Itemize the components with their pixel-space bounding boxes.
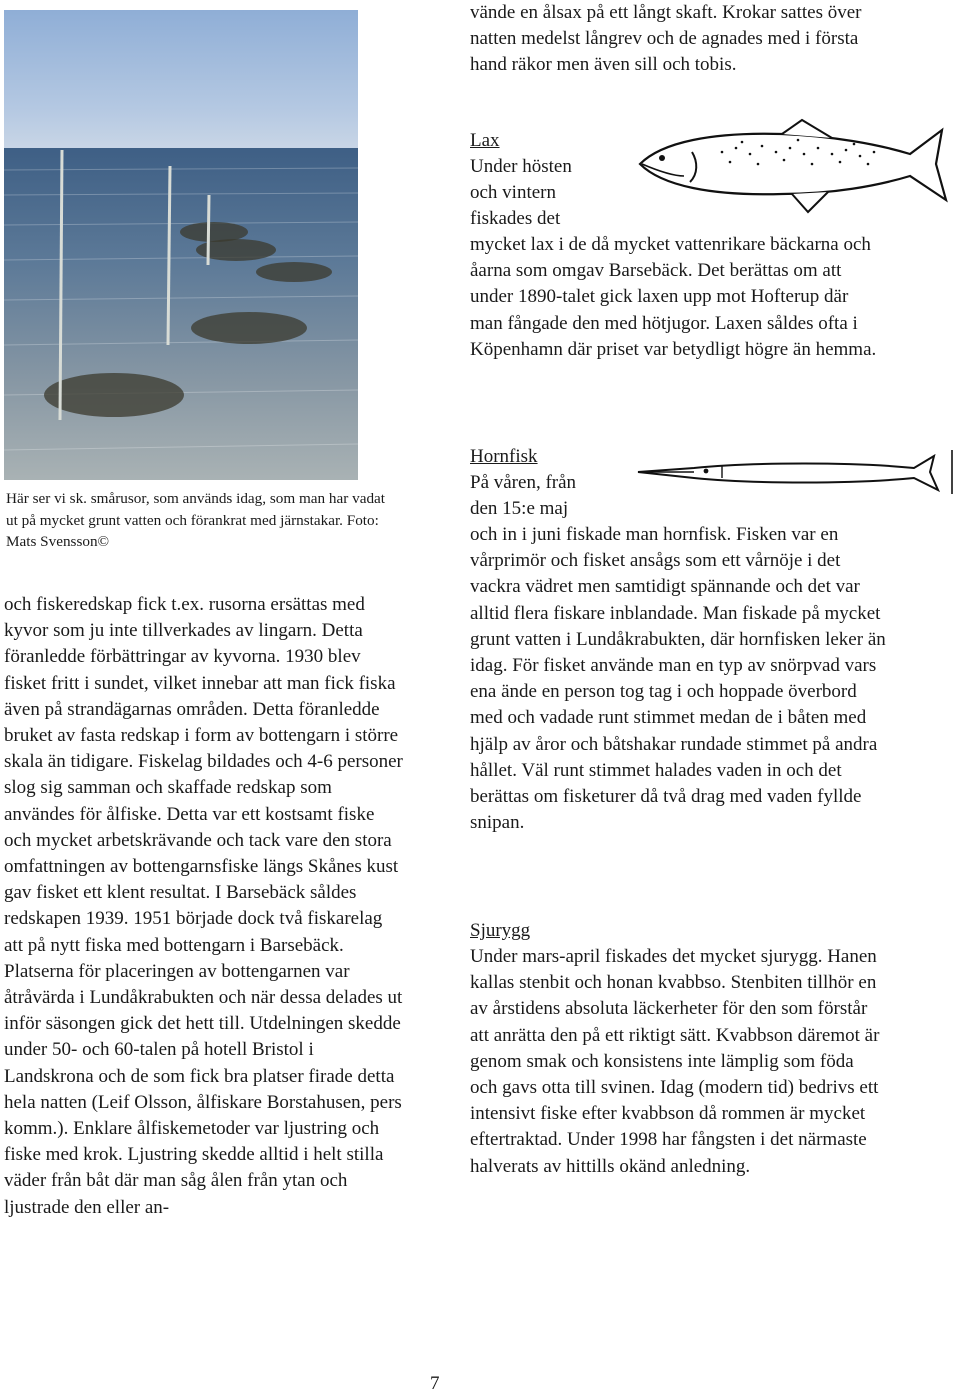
right-column-intro: vände en ålsax på ett långt skaft. Krokar sattes över natten medelst långrev och de agnades med i första hand räkor men även sill och tobis. xyxy=(470,2,862,76)
fishing-photo xyxy=(4,10,358,480)
left-column-body: och fiskeredskap fick t.ex. rusorna ersättas med kyvor som ju inte tillverkades av lingarn. Detta föranledde förbättringar av kyvorna. 1930 blev fisket fritt i sundet, vilket innebar att man fick fiska även på strandägarnas områden. Detta föranledde bruket av fasta redskap i form av bottengarn i större skala än tidigare. Fiskelag bildades och 4-6 personer slog sig samman och skaffade redskap som användes för ålfiske. Detta var ett kostsamt fiske och mycket arbetskrävande och tack vare den stora omfattningen av bottengarnsfiske längs Skånes kust gav fisket ett klent resultat. I Barsebäck såldes redskapen 1939. 1951 började dock två fiskarelag att på nytt fiska med bottengarn i Barsebäck. Platserna för placeringen av bottengarnen var åtråvärda i Lundåkrabukten och när dessa delades ut inför säsongen gick det hett till. Utdelningen skedde under 50- och 60-talen på hotell Bristol i Landskrona och de som fick bra platser firade detta hela natten (Leif Olsson, ålfiskare Borstahusen, pers komm.). Enklare ålfiskemetoder var ljustring och fiske med krok. Ljustring skedde alltid i helt stilla väder från båt där man såg ålen från ytan och ljustrade den eller an- xyxy=(4,594,403,1218)
lax-line-2: och vintern xyxy=(470,182,557,203)
hornfisk-line-2: den 15:e maj xyxy=(470,498,569,519)
garfish-icon xyxy=(634,444,958,500)
photo-caption: Här ser vi sk. smårusor, som används idag, som man har vadat ut på mycket grunt vatten och förankrat med järnstakar. Foto: Mats Svensson© xyxy=(6,490,385,550)
salmon-icon xyxy=(632,118,952,214)
lax-heading: Lax xyxy=(470,130,500,151)
lax-body: mycket lax i de då mycket vattenrikare bäckarna och åarna som omgav Barsebäck. Det berättas om att under 1890-talet gick laxen upp mot Hofterup där man fångade den med hötjugor. Laxen såldes ofta i Köpenhamn där priset var betydligt högre än hemma. xyxy=(470,234,877,360)
sjurygg-heading: Sjurygg xyxy=(470,920,531,941)
hornfisk-heading: Hornfisk xyxy=(470,446,538,467)
hornfisk-line-1: På våren, från xyxy=(470,472,577,493)
sea-traps-illustration xyxy=(4,10,358,480)
lax-line-1: Under hösten xyxy=(470,156,572,177)
sjurygg-body: Under mars-april fiskades det mycket sjurygg. Hanen kallas stenbit och honan kvabbso. Stenbiten tillhör en av årstidens absoluta läckerheter för den som förstår att anrätta den på ett riktigt sätt. Kvabbson däremot är genom smak och konsistens inte lämplig som föda och gavs otta till svinen. Idag (modern tid) bedrivs ett intensivt fiske efter kvabbson då rommen är mycket eftertraktad. Under 1998 har fångsten i det närmaste halverats av hittills okänd anledning. xyxy=(470,946,880,1177)
lax-line-3: fiskades det xyxy=(470,208,561,229)
page-number: 7 xyxy=(430,1373,440,1394)
hornfisk-body: och in i juni fiskade man hornfisk. Fisken var en vårprimör och fisket ansågs som ett vårnöje i det vackra vädret men samtidigt spännande och det var alltid flera fiskare inblandade. Man fiskade på mycket grunt vatten i Lundåkrabukten, där hornfisken leker än idag. För fisket använde man en typ av snörpvad vars ena ände en person tog tag i och hoppade överbord med och vadade runt stimmet medan de i båten med hjälp av åror och båtshakar rundade stimmet på andra hållet. Väl runt stimmet halades vaden in och det berättas om fisketurer då två drag med vaden fyllde snipan. xyxy=(470,524,886,834)
